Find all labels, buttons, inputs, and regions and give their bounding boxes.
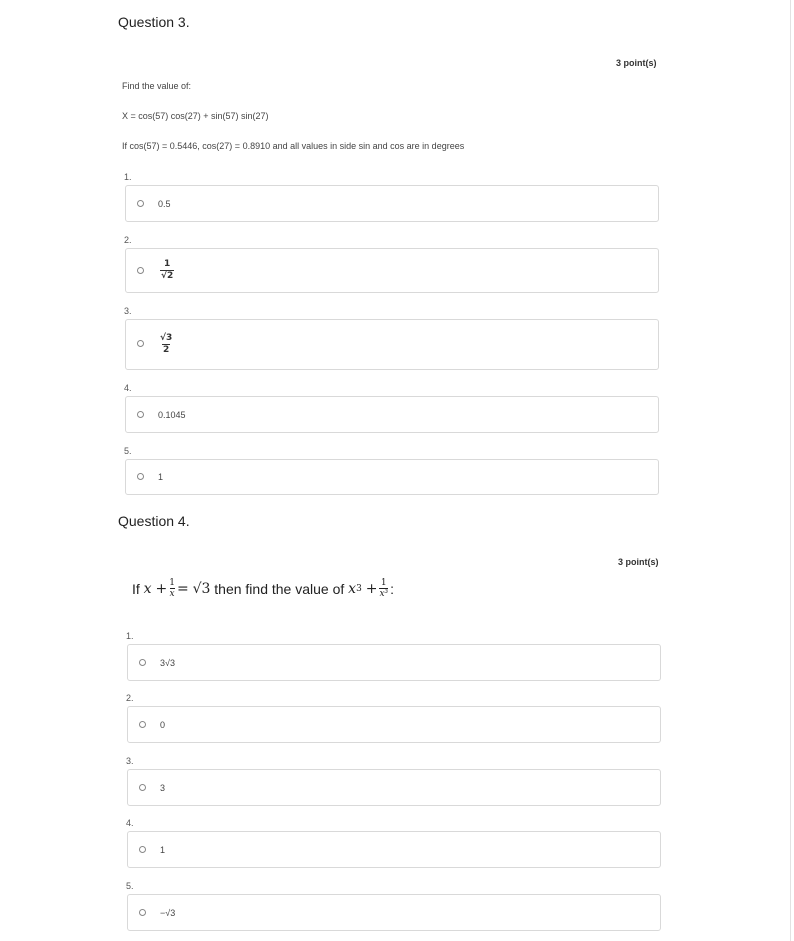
- fraction-denominator: x³: [379, 589, 389, 599]
- q4-option-1[interactable]: [127, 644, 661, 681]
- q4-option-3-number: 3.: [126, 756, 134, 766]
- prompt-if: If: [132, 580, 140, 597]
- q3-option-4[interactable]: [125, 396, 659, 433]
- q3-option-4-number: 4.: [124, 383, 132, 393]
- q4-option-2[interactable]: [127, 706, 661, 743]
- page-right-border: [790, 0, 791, 941]
- q4-option-2-label: 0: [160, 720, 166, 730]
- prompt-fraction: [169, 578, 175, 599]
- fraction-numerator: 1: [380, 578, 387, 588]
- radio-icon[interactable]: [139, 784, 146, 791]
- prompt-x-cubed-base: x: [348, 580, 357, 597]
- radio-icon[interactable]: [139, 721, 146, 728]
- q4-option-5-label: −√3: [160, 908, 176, 918]
- q4-option-5-number: 5.: [126, 881, 134, 891]
- q3-option-5-label: 1: [158, 472, 164, 482]
- radio-icon[interactable]: [137, 473, 144, 480]
- q3-option-3-fraction: [160, 333, 172, 356]
- prompt-middle-text: then find the value of: [214, 580, 345, 597]
- q4-option-1-number: 1.: [126, 631, 134, 641]
- prompt-fraction-2: [379, 578, 388, 599]
- fraction-numerator: √3: [160, 333, 173, 343]
- q3-option-2-fraction: [160, 259, 174, 282]
- prompt-equals: =: [176, 580, 189, 597]
- q3-option-5[interactable]: [125, 459, 659, 495]
- radio-icon[interactable]: [137, 200, 144, 207]
- question-4-title: Question 4.: [118, 513, 190, 529]
- radio-icon[interactable]: [137, 411, 144, 418]
- q4-option-4-number: 4.: [126, 818, 134, 828]
- q4-option-2-number: 2.: [126, 693, 134, 703]
- q4-option-3[interactable]: [127, 769, 661, 806]
- q3-option-5-number: 5.: [124, 446, 132, 456]
- q4-option-5[interactable]: [127, 894, 661, 931]
- q4-option-4-label: 1: [160, 845, 166, 855]
- prompt-exponent: 3: [356, 583, 362, 594]
- fraction-denominator: x: [169, 589, 175, 599]
- radio-icon[interactable]: [137, 340, 144, 347]
- question-4-prompt: [132, 578, 394, 599]
- radio-icon[interactable]: [137, 267, 144, 274]
- q3-option-3[interactable]: [125, 319, 659, 370]
- fraction-denominator: √2: [161, 271, 174, 281]
- fraction-numerator: 1: [164, 259, 171, 269]
- q3-option-2[interactable]: [125, 248, 659, 293]
- prompt-plus: +: [155, 580, 168, 597]
- q3-option-3-number: 3.: [124, 306, 132, 316]
- question-4-points: 3 point(s): [618, 557, 659, 567]
- question-3-points: 3 point(s): [616, 58, 657, 68]
- q4-option-1-label: 3√3: [160, 658, 175, 668]
- q3-option-1-label: 0.5: [158, 199, 171, 209]
- question-3-title: Question 3.: [118, 14, 190, 30]
- prompt-plus-2: +: [365, 580, 378, 597]
- prompt-x: x: [143, 580, 152, 597]
- q3-option-4-label: 0.1045: [158, 410, 186, 420]
- prompt-rhs: √3: [192, 580, 211, 597]
- fraction-numerator: 1: [169, 578, 175, 588]
- question-3-given: If cos(57) = 0.5446, cos(27) = 0.8910 and all values in side sin and cos are in degrees: [122, 141, 465, 151]
- q3-option-1[interactable]: [125, 185, 659, 222]
- question-3-prompt: Find the value of:: [122, 81, 192, 91]
- radio-icon[interactable]: [139, 909, 146, 916]
- radio-icon[interactable]: [139, 659, 146, 666]
- q4-option-4[interactable]: [127, 831, 661, 868]
- q4-option-3-label: 3: [160, 783, 166, 793]
- fraction-denominator: 2: [163, 345, 170, 355]
- q3-option-1-number: 1.: [124, 172, 132, 182]
- q3-option-2-number: 2.: [124, 235, 132, 245]
- question-3-equation: X = cos(57) cos(27) + sin(57) sin(27): [122, 111, 269, 121]
- prompt-colon: :: [390, 580, 395, 597]
- radio-icon[interactable]: [139, 846, 146, 853]
